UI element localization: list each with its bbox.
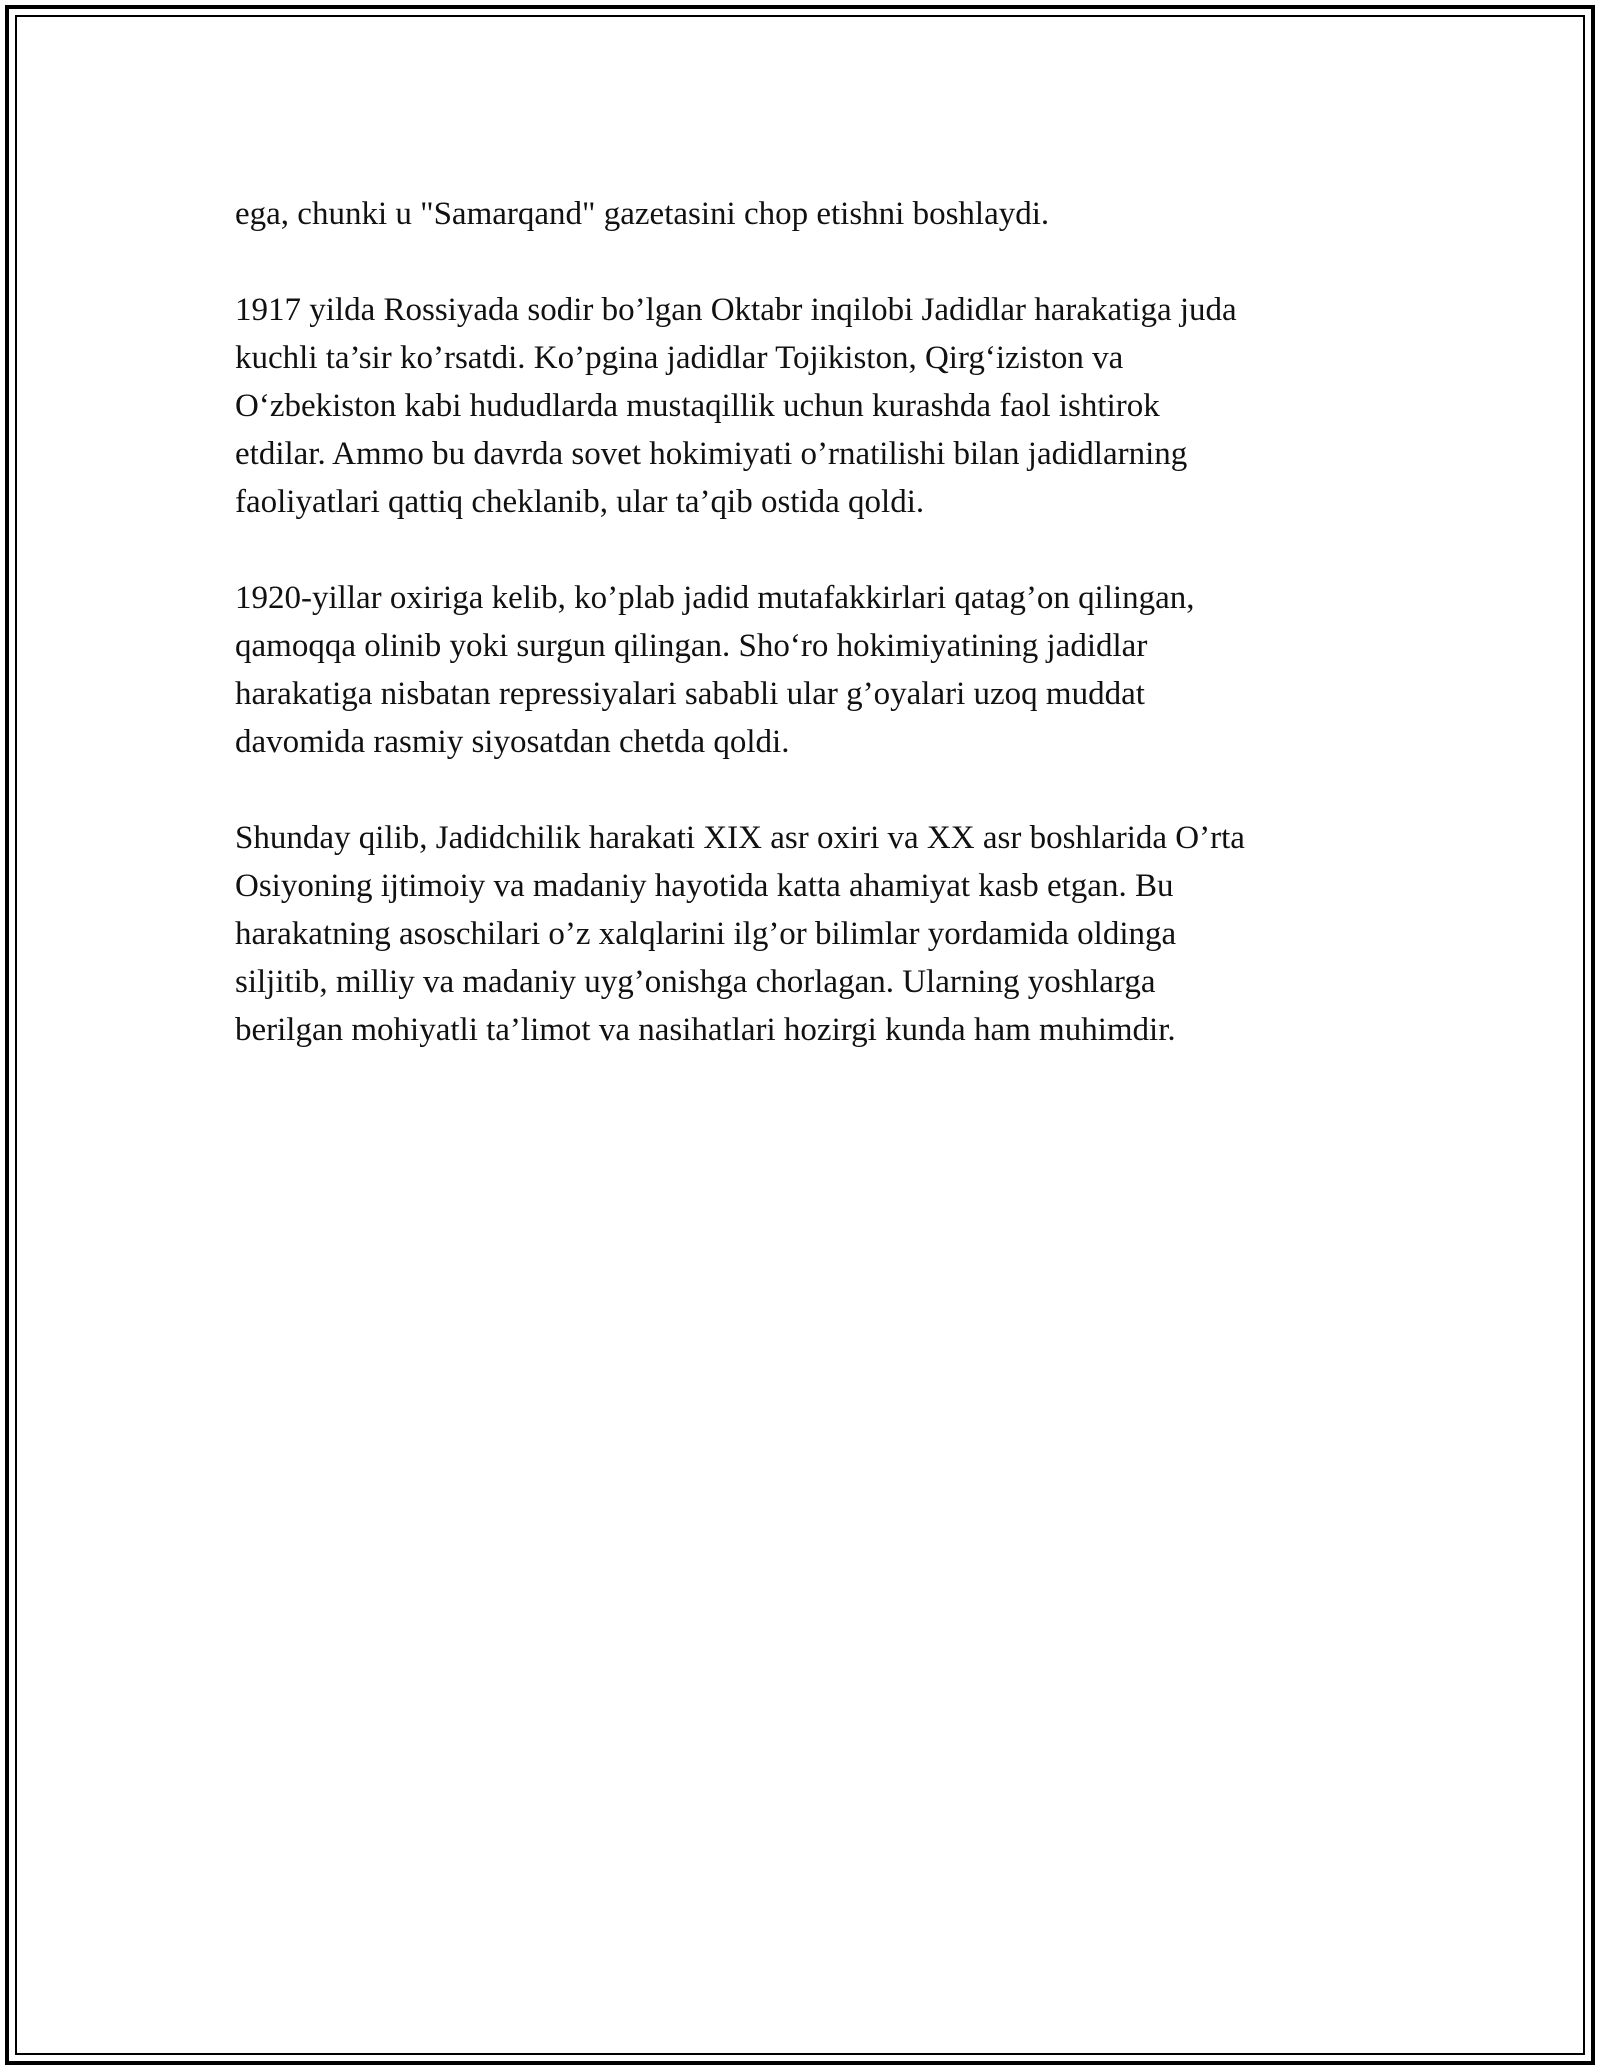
paragraph-samarqand: ega, chunki u "Samarqand" gazetasini chop etishni boshlaydi. [235,196,1050,232]
paragraph-october-revolution: 1917 yilda Rossiyada sodir bo’lgan Oktabr inqilobi Jadidlar harakatiga juda kuchli ta’sir ko’rsatdi. Ko’pgina jadidlar Tojikiston, Qirg‘iziston va O‘zbekiston kabi hududlarda mustaqillik uchun kurashda faol ishtirok etdilar. Ammo bu davrda sovet hokimiyati o’rnatilishi bilan jadidlarning faoliyatlari qattiq cheklanib, ular ta’qib ostida qoldi. [235,292,1237,520]
document-body [235,190,1385,1102]
paragraph-repressions: 1920-yillar oxiriga kelib, ko’plab jadid mutafakkirlari qatag’on qilingan, qamoqqa olinib yoki surgun qilingan. Sho‘ro hokimiyatining jadidlar harakatiga nisbatan repressiyalari sababli ular g’oyalari uzoq muddat davomida rasmiy siyosatdan chetda qoldi. [235,580,1195,760]
paragraph-conclusion: Shunday qilib, Jadidchilik harakati XIX asr oxiri va XX asr boshlarida O’rta Osiyoning ijtimoiy va madaniy hayotida katta ahamiyat kasb etgan. Bu harakatning asoschilari o’z xalqlarini ilg’or bilimlar yordamida oldinga siljitib, milliy va madaniy uyg’onishga chorlagan. Ularning yoshlarga berilgan mohiyatli ta’limot va nasihatlari hozirgi kunda ham muhimdir. [235,820,1245,1048]
